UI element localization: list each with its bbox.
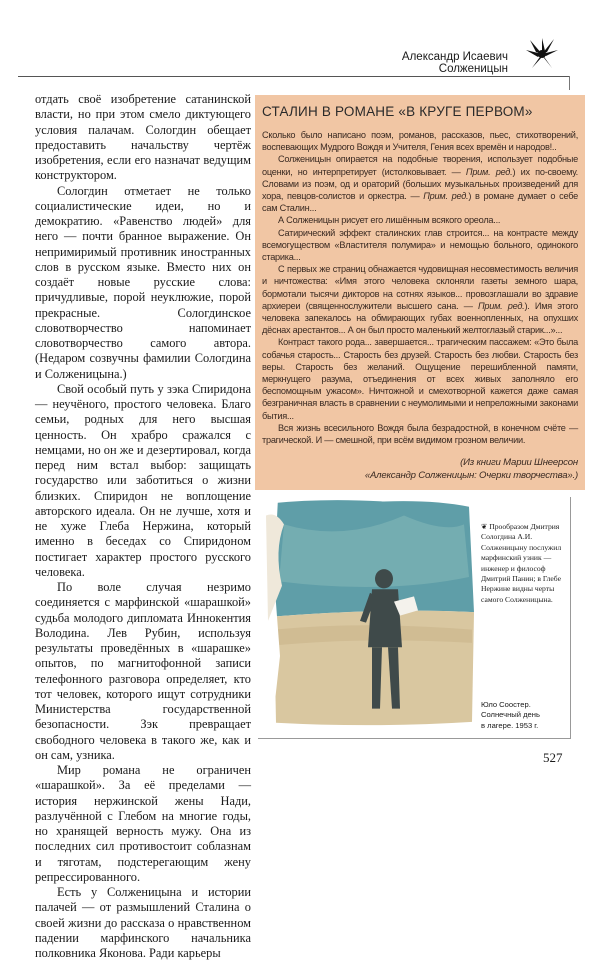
paragraph: Сологдин отметает не только социалистические идеи, но и демократию. «Равенство людей» для него — почти бранное выражение. Он непримиримый противник иностранных слов в русском языке. Вместо них он создаёт новые русские слова: причудливые, порой неуклюжие, порой прекрасные. Сологдинское словотворчество напоминает словотворчество самого автора. (Недаром созвучны фамилии Сологдина и Солженицына.) xyxy=(35,183,251,381)
paragraph: Свой особый путь у зэка Спиридона — неучёного, простого человека. Благо семьи, родных для него высшая ценность. Он храбро сражался с немцами, но он же и дезертировал, когда перед ним встал выбор: защищать государство или заботиться о жизни близких. Спиридон не воплощение авторского идеала. Он не лучше, хотя и не хуже Глеба Нержина, который именно в беседах со Спиридоном постигает характер простого русского человека. xyxy=(35,381,251,579)
source-citation xyxy=(262,456,578,482)
text: ) их по-своему. Словами из поэм, од и ораторий (больших музыкальных произведений для хора, певцов-солистов и оркестра. — xyxy=(262,166,578,202)
citation-line: (Из книги Марии Шнеерсон xyxy=(460,457,578,469)
sidebar-paragraph: Вся жизнь всесильного Вождя была безрадостной, в конечном счёте — трагической. И — смешной, при всём видимом грозном величии. xyxy=(262,422,578,446)
editor-note: Прим. ред. xyxy=(465,166,513,177)
caption-line: Солнечный день xyxy=(481,710,540,720)
sidebar-paragraph: Сатирический эффект сталинских глав строится... на контрасте между всемогуществом «Властителя полумира» и немощью больного, одинокого старика... xyxy=(262,227,578,263)
sidebar-box-stalin xyxy=(255,95,585,490)
page-number: 527 xyxy=(543,750,563,765)
citation-line: «Александр Солженицын: Очерки творчества».) xyxy=(364,470,578,482)
header-rule-end xyxy=(569,76,570,90)
painting-sunny-day-in-camp xyxy=(264,498,476,728)
sidebar-title: СТАЛИН В РОМАНЕ «В КРУГЕ ПЕРВОМ» xyxy=(262,104,533,119)
running-header-author: Александр Исаевич Солженицын xyxy=(401,51,508,75)
text: ). Имя этого человека запекалось на обмирающих губах военнопленных, на опухших дёснах арестантов... А он был просто маленький желтоглазый старик...»... xyxy=(262,300,578,336)
editor-note: Прим. ред. xyxy=(477,300,525,311)
sidebar-paragraph: Сколько было написано поэм, романов, рассказов, пьес, стихотворений, воспевающих Мудрого Вождя и Учителя, Гения всех времён и народов!.. xyxy=(262,130,578,153)
sidebar-paragraph xyxy=(262,153,578,214)
main-text-column xyxy=(35,92,251,961)
editor-note: Прим. ред. xyxy=(423,191,469,202)
sidebar-paragraph xyxy=(262,263,578,336)
paragraph: По воле случая незримо соединяется с марфинской «шарашкой» судьба молодого дипломата Иннокентия Володина. Лев Рубин, используя результаты проведённых в «шарашке» опытов, по магнитофонной записи телефонного разговора определяет, кто тот человек, которого ищут сотрудники Министерства государственной безопасности. Зэк превращает свободного человека в такого же, как и он сам, узника. xyxy=(35,580,251,762)
flower-emblem-icon xyxy=(522,36,562,72)
caption-text: Прообразом Дмитрия Сологдина А.И. Солженицыну послужил марфинский узник — инженер и философ Дмитрий Панин; в Глебе Нержине видны черты самого Солженицына. xyxy=(481,522,562,604)
sidebar-paragraph: А Солженицын рисует его лишённым всякого ореола... xyxy=(278,215,501,226)
text: Солженицын опирается на подобные творения, использует подобные оценки, но интерпретирует (истолковывает. — xyxy=(262,154,578,177)
paragraph: Есть у Солженицына и истории палачей — от размышлений Сталина о своей жизни до рассказа о нравственном падении марфинского начальника полковника Яконова. Ради карьеры xyxy=(35,885,251,960)
caption-line: в лагере. 1953 г. xyxy=(481,720,539,730)
text: С первых же страниц обнажается чудовищная несовместимость величия и ничтожества: «Имя этого человека склоняли газеты земного шара, бормотали тысячи дикторов на сотнях языков... провозглашали во здравие архиереи (священнослужители высшего сана. — xyxy=(262,264,578,311)
photo-caption xyxy=(481,522,567,605)
paragraph: Мир романа не ограничен «шарашкой». За её пределами — история нержинской жены Нади, разлучённой с Глебом на многие годы, но хранящей верность мужу. Она из последних сил противостоит соблазнам и тяготам, подстерегающим жену репрессированного. xyxy=(35,763,251,884)
painting-caption xyxy=(481,700,567,731)
caption-marker-icon: ❦ xyxy=(481,522,490,531)
paragraph: отдать своё изобретение сатанинской власти, но при этом смело диктующего условия палачам. Сологдин обещает предоставить начальству чертёж изобретения, если его назначат ведущим конструктором. xyxy=(35,92,251,183)
caption-line: Юло Соостер. xyxy=(481,700,531,709)
text: ) в романе думает о себе сам Сталин... xyxy=(262,191,578,214)
sidebar-paragraph: Контраст такого рода... завершается... трагическим пассажем: «Это была собачья старость... Старость без друзей. Старость без любви. Старость без веры. Старость без желаний. Ощущение перешибленной памяти, меркнущего разума, отъединения от всех живых заполняло его беспомощным ужасом». Ничтожной и смехотворной кажется даже самая безграничная власть в сравнении с неумолимыми и непреложными законами бытия... xyxy=(262,337,578,421)
header-rule xyxy=(18,76,570,77)
